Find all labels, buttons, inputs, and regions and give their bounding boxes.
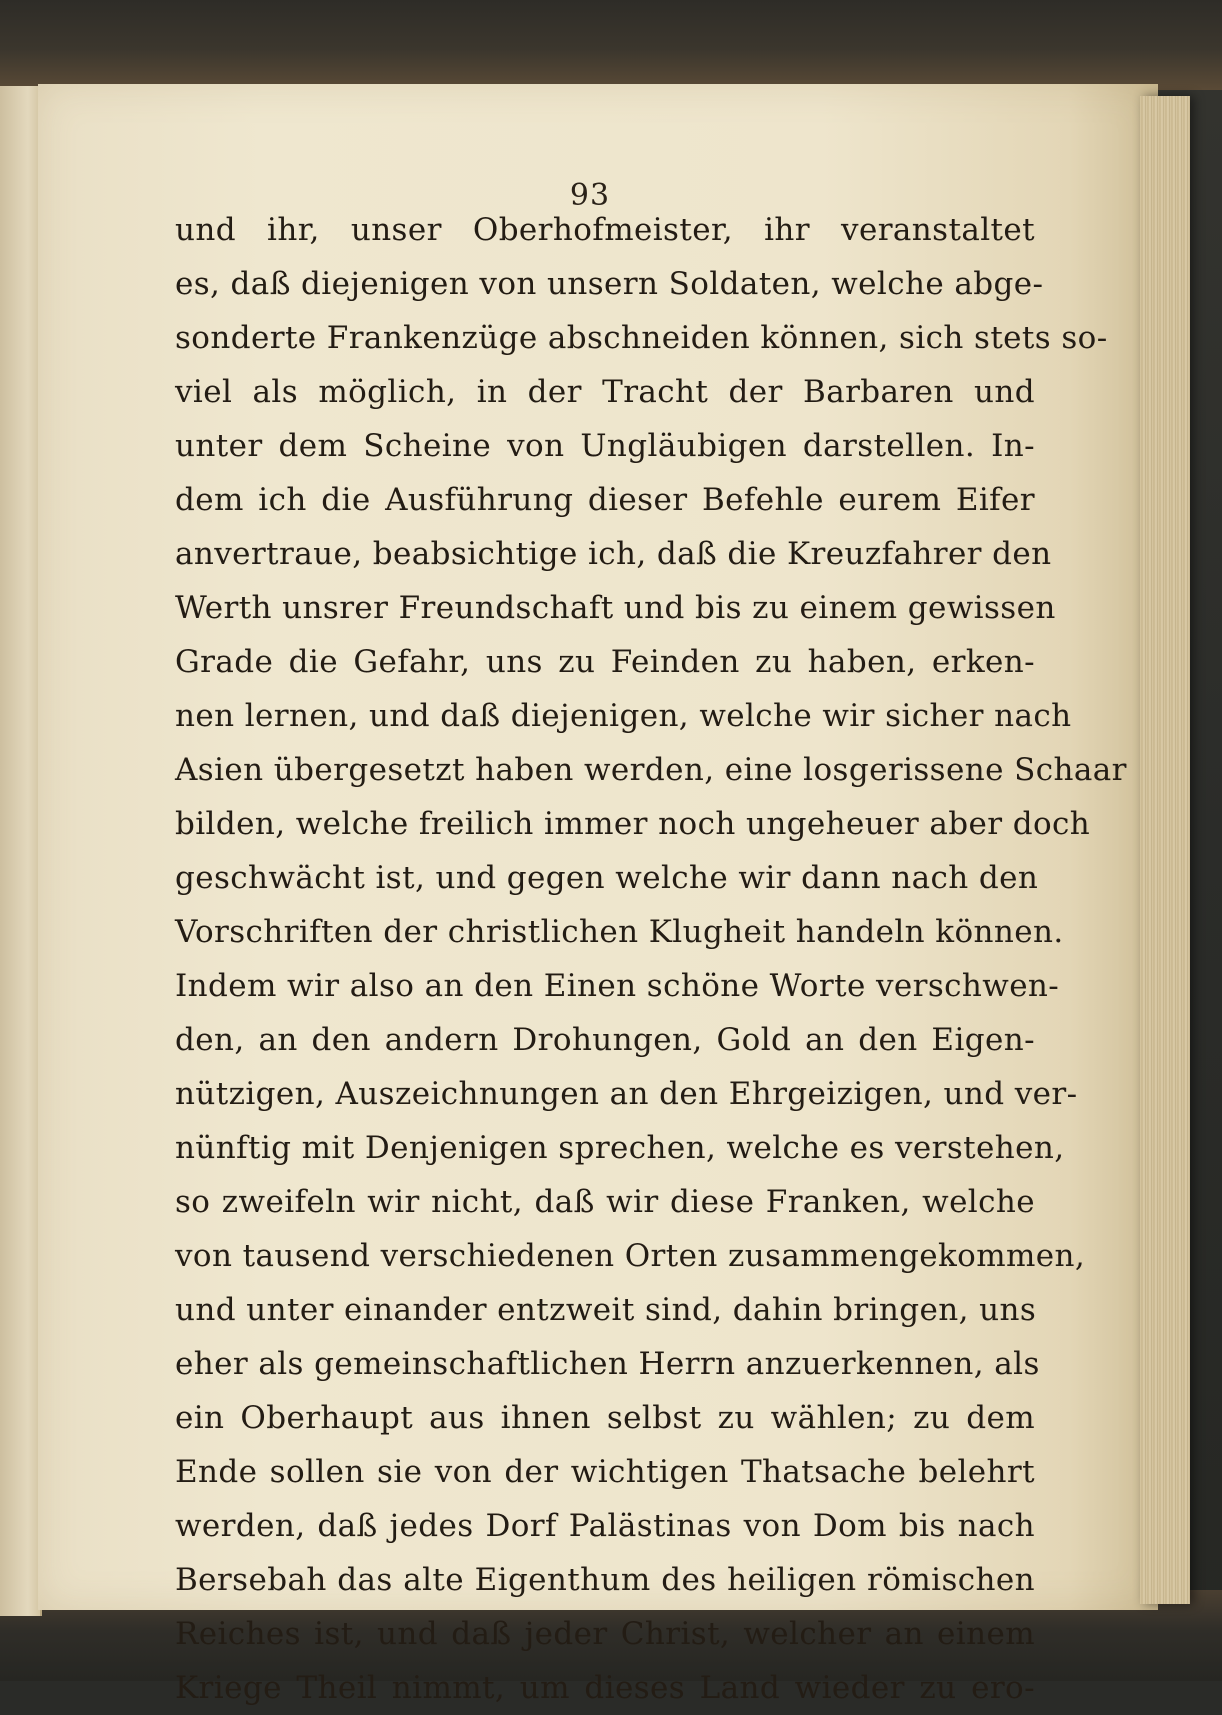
text-line: nen lernen, und daß diejenigen, welche wir sicher nach	[175, 698, 1072, 734]
text-line: eher als gemeinschaftlichen Herrn anzuerkennen, als	[175, 1346, 1040, 1382]
text-line: bilden, welche freilich immer noch ungeheuer aber doch	[175, 806, 1091, 842]
text-line: Kriege Theil nimmt, um dieses Land wieder zu ero-	[175, 1670, 1035, 1706]
text-line: es, daß diejenigen von unsern Soldaten, welche abge-	[175, 266, 1044, 302]
text-line: Ende sollen sie von der wichtigen Thatsache belehrt	[175, 1454, 1035, 1490]
text-line: werden, daß jedes Dorf Palästinas von Dom bis nach	[175, 1508, 1035, 1544]
text-line: ein Oberhaupt aus ihnen selbst zu wählen; zu dem	[175, 1400, 1035, 1436]
text-line: Asien übergesetzt haben werden, eine losgerissene Schaar	[175, 752, 1127, 788]
text-line: Bersebah das alte Eigenthum des heiligen römischen	[175, 1562, 1035, 1598]
text-line: von tausend verschiedenen Orten zusammengekommen,	[175, 1238, 1086, 1274]
text-line: dem ich die Ausführung dieser Befehle eurem Eifer	[175, 482, 1035, 518]
previous-page-edge	[0, 86, 42, 1616]
text-line: Vorschriften der christlichen Klugheit handeln können.	[175, 914, 1064, 950]
text-line: Reiches ist, und daß jeder Christ, welcher an einem	[175, 1616, 1035, 1652]
text-line: sonderte Frankenzüge abschneiden können, sich stets so-	[175, 320, 1108, 356]
text-line: Indem wir also an den Einen schöne Worte verschwen-	[175, 968, 1060, 1004]
text-line: unter dem Scheine von Ungläubigen darstellen. In-	[175, 428, 1035, 464]
body-text	[175, 203, 1127, 1715]
text-line: und ihr, unser Oberhofmeister, ihr veranstaltet	[175, 212, 1035, 248]
text-line: geschwächt ist, und gegen welche wir dann nach den	[175, 860, 1039, 896]
text-line: Grade die Gefahr, uns zu Feinden zu haben, erken-	[175, 644, 1035, 680]
book-cover-top	[0, 0, 1222, 90]
text-line: und unter einander entzweit sind, dahin bringen, uns	[175, 1292, 1037, 1328]
text-line: den, an den andern Drohungen, Gold an den Eigen-	[175, 1022, 1035, 1058]
page-number: 93	[569, 178, 611, 213]
text-line: so zweifeln wir nicht, daß wir diese Franken, welche	[175, 1184, 1035, 1220]
text-line: Werth unsrer Freundschaft und bis zu einem gewissen	[175, 590, 1056, 626]
text-line: nünftig mit Denjenigen sprechen, welche es verstehen,	[175, 1130, 1065, 1166]
text-line: viel als möglich, in der Tracht der Barbaren und	[175, 374, 1035, 410]
page-fore-edge	[1140, 96, 1190, 1604]
text-line: anvertraue, beabsichtige ich, daß die Kreuzfahrer den	[175, 536, 1052, 572]
text-line: nützigen, Auszeichnungen an den Ehrgeizigen, und ver-	[175, 1076, 1078, 1112]
